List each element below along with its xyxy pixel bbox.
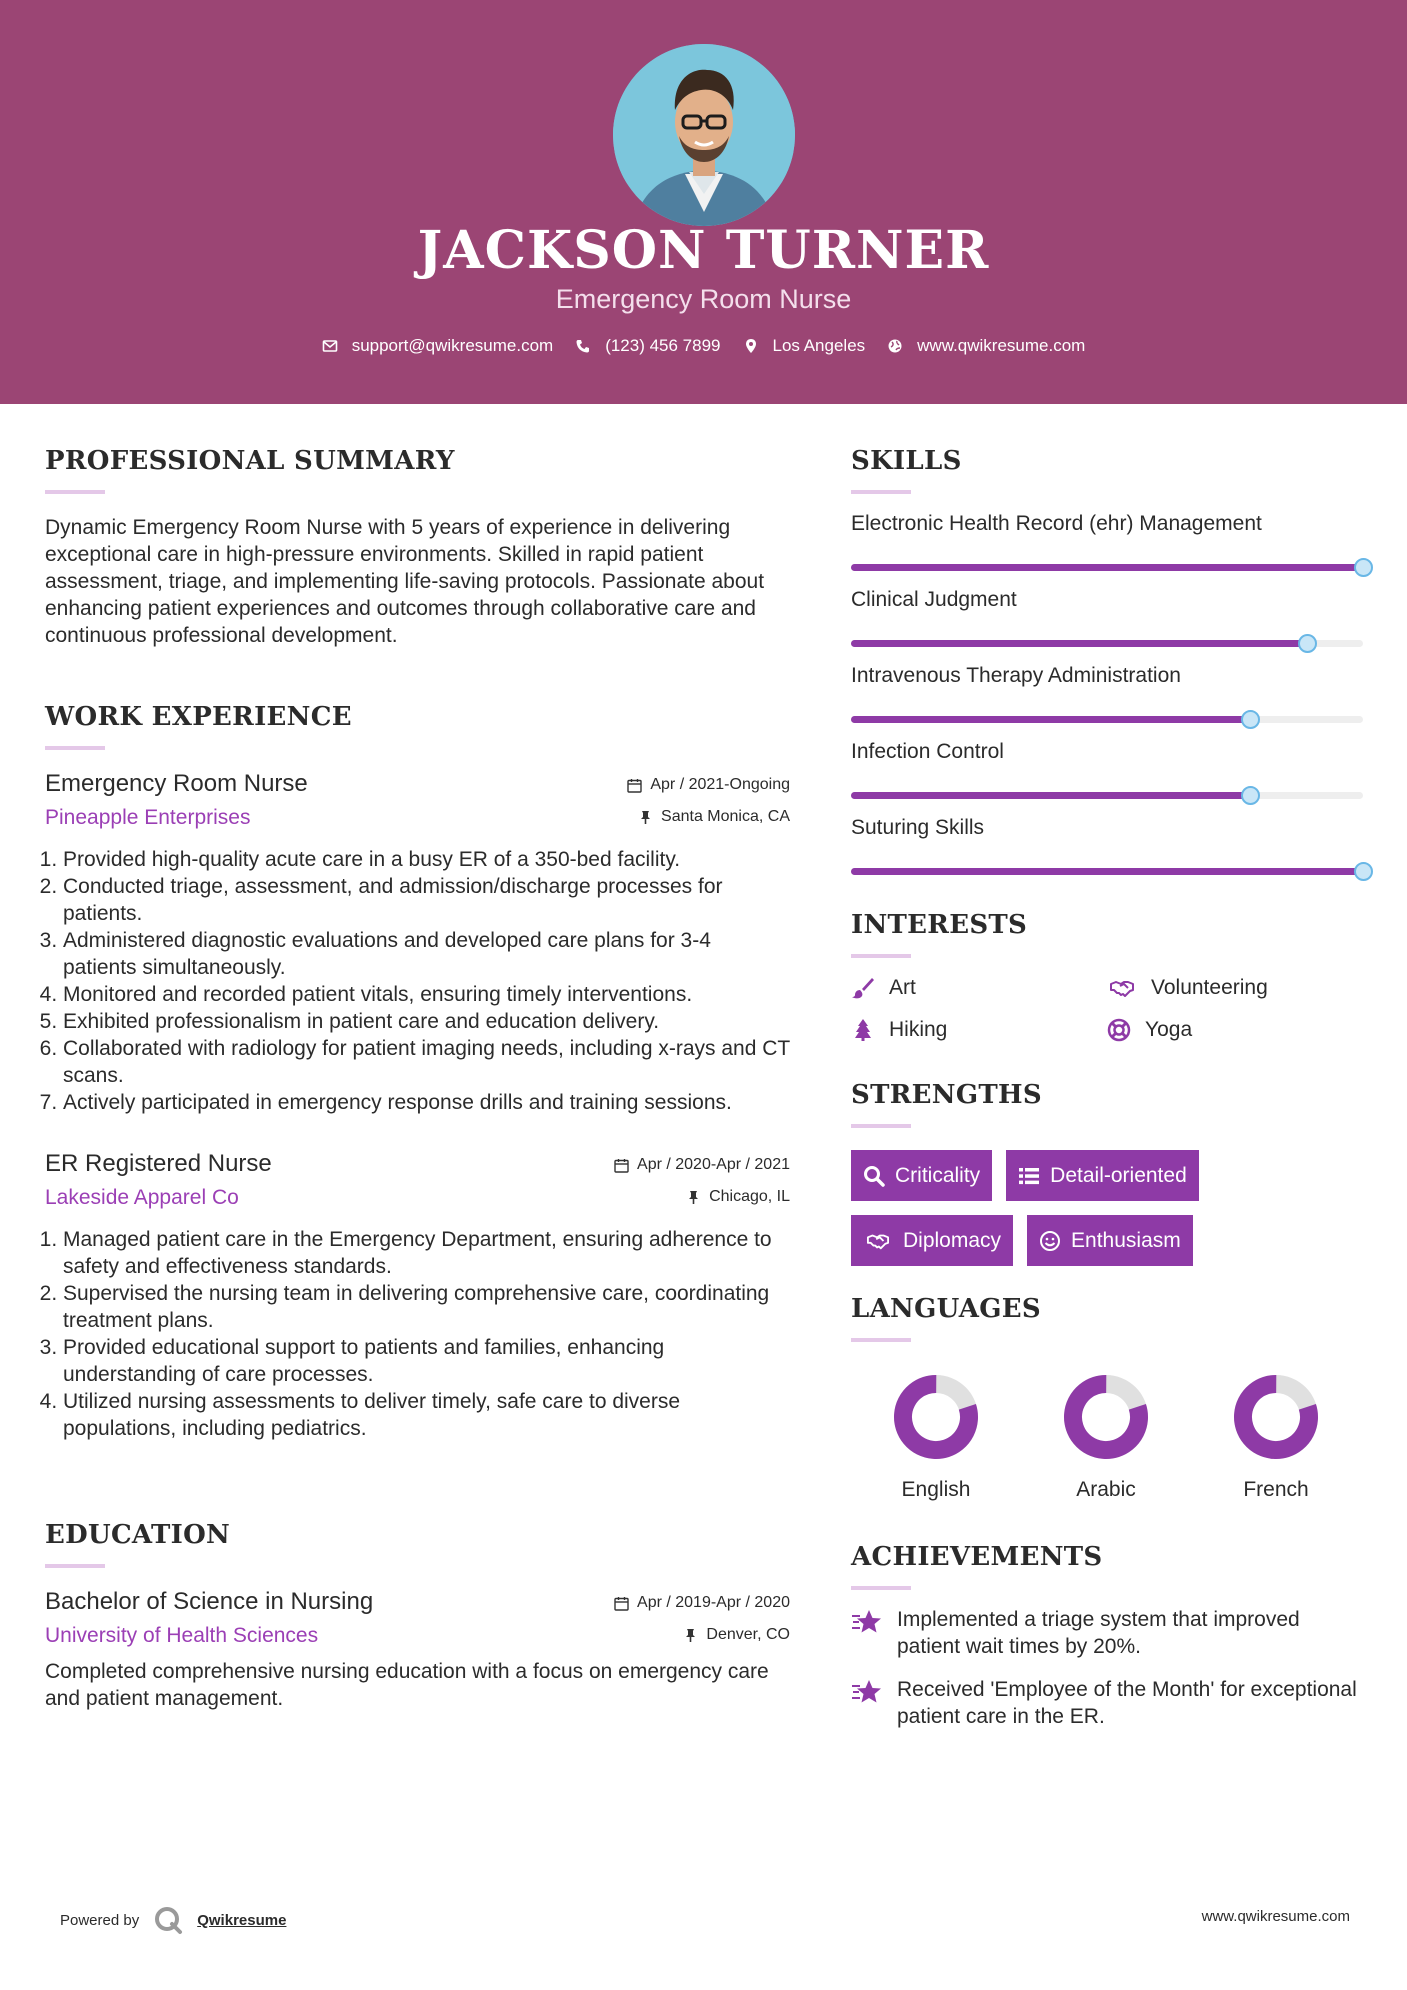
job-location	[686, 1188, 790, 1206]
language-name: Arabic	[1076, 1478, 1136, 1501]
work-heading: WORK EXPERIENCE	[45, 702, 352, 732]
pushpin-icon	[638, 810, 653, 825]
list-item: 3. Provided educational support to patients and families, enhancing understanding of care processes.	[63, 1334, 790, 1388]
interest-label: Yoga	[1145, 1018, 1193, 1041]
list-item: 1. Managed patient care in the Emergency Department, ensuring adherence to safety and effectiveness standards.	[63, 1226, 790, 1280]
skill-bar-knob	[1241, 786, 1260, 805]
school-name: University of Health Sciences	[45, 1624, 319, 1647]
strengths-section	[851, 1080, 1367, 1266]
skills-heading: SKILLS	[851, 446, 962, 476]
section-divider	[45, 490, 105, 494]
list-item: 6. Collaborated with radiology for patient imaging needs, including x-rays and CT scans.	[63, 1035, 790, 1089]
strength-label: Enthusiasm	[1071, 1228, 1181, 1252]
job-company: Pineapple Enterprises	[45, 806, 251, 829]
skill-bar	[851, 716, 1363, 723]
handshake-icon	[1107, 976, 1137, 1000]
envelope-icon	[322, 338, 338, 354]
job-title: ER Registered Nurse	[45, 1150, 272, 1177]
section-divider	[851, 1586, 911, 1590]
candidate-title: Emergency Room Nurse	[555, 284, 852, 314]
achievement-text: Implemented a triage system that improved patient wait times by 20%.	[897, 1608, 1300, 1658]
education-date-text: Apr / 2019-Apr / 2020	[637, 1594, 790, 1611]
skill-bar-knob	[1354, 558, 1373, 577]
skill-bar-fill	[851, 716, 1250, 723]
section-divider	[45, 1564, 105, 1568]
section-divider	[851, 1124, 911, 1128]
interest-label: Art	[889, 976, 916, 999]
list-item: 4. Monitored and recorded patient vitals, ensuring timely interventions.	[63, 981, 790, 1008]
paintbrush-icon	[851, 976, 875, 1000]
skill-item	[851, 664, 1367, 740]
interests-section	[851, 910, 1367, 1042]
education-location-text: Denver, CO	[706, 1626, 790, 1643]
strengths-heading: STRENGTHS	[851, 1080, 1042, 1110]
list-item: 4. Utilized nursing assessments to deliver timely, safe care to diverse populations, including pediatrics.	[63, 1388, 790, 1442]
job-entry	[45, 770, 790, 1116]
list-item: 2. Supervised the nursing team in delivering comprehensive care, coordinating treatment plans.	[63, 1280, 790, 1334]
job-date	[614, 1156, 790, 1174]
job-company: Lakeside Apparel Co	[45, 1186, 239, 1209]
section-divider	[851, 490, 911, 494]
section-divider	[851, 954, 911, 958]
job-location-text: Chicago, IL	[709, 1188, 790, 1205]
skill-bar-fill	[851, 792, 1250, 799]
skill-bar-knob	[1354, 862, 1373, 881]
portrait-image	[613, 44, 795, 226]
calendar-icon	[614, 1596, 629, 1611]
skill-bar-knob	[1298, 634, 1317, 653]
summary-text: Dynamic Emergency Room Nurse with 5 years of experience in delivering exceptional care in high-pressure environments. Skilled in rapid patient assessment, triage, and implementing life-saving protocols. Passionate about enhancing patient experiences and outcomes through collaborative care and continuous professional development.	[45, 516, 765, 647]
skill-name: Infection Control	[851, 740, 1004, 763]
contact-location	[743, 336, 866, 356]
job-location-text: Santa Monica, CA	[661, 808, 790, 825]
skill-bar-fill	[851, 564, 1363, 571]
strength-badge	[851, 1215, 1013, 1266]
duties-list	[45, 1226, 790, 1442]
skill-bar-fill	[851, 868, 1363, 875]
brand-link[interactable]: Qwikresume	[197, 1911, 287, 1929]
smile-icon	[1039, 1230, 1061, 1252]
skills-section	[851, 446, 1367, 892]
job-date-text: Apr / 2021-Ongoing	[650, 776, 790, 793]
interest-item	[1107, 976, 1363, 1000]
list-item: 1. Provided high-quality acute care in a busy ER of a 350-bed facility.	[63, 846, 790, 873]
summary-section	[45, 446, 785, 649]
job-date	[627, 776, 790, 794]
contact-phone-text: (123) 456 7899	[605, 336, 721, 355]
qwikresume-logo-icon	[153, 1905, 183, 1935]
language-donut	[893, 1374, 979, 1460]
job-entry	[45, 1150, 790, 1442]
language-item	[1191, 1374, 1361, 1502]
skill-name: Suturing Skills	[851, 816, 985, 839]
handshake-icon	[863, 1230, 893, 1252]
skill-bar-fill	[851, 640, 1307, 647]
job-location	[638, 808, 790, 826]
interest-item	[1107, 1018, 1363, 1042]
skill-bar-knob	[1241, 710, 1260, 729]
powered-by-label: Powered by	[60, 1911, 140, 1929]
language-name: English	[901, 1478, 971, 1501]
education-heading: EDUCATION	[45, 1520, 231, 1550]
search-icon	[863, 1165, 885, 1187]
strength-label: Diplomacy	[903, 1228, 1002, 1252]
interest-item	[851, 1018, 1107, 1042]
resume-header	[0, 0, 1407, 404]
skill-item	[851, 512, 1367, 588]
job-date-text: Apr / 2020-Apr / 2021	[637, 1156, 790, 1173]
skill-name: Intravenous Therapy Administration	[851, 664, 1181, 687]
skill-bar	[851, 640, 1363, 647]
list-item: 2. Conducted triage, assessment, and admission/discharge processes for patients.	[63, 873, 790, 927]
skill-name: Clinical Judgment	[851, 588, 1017, 611]
section-divider	[45, 746, 105, 750]
star-icon	[851, 1608, 883, 1636]
skill-item	[851, 816, 1367, 892]
globe-icon	[887, 338, 903, 354]
work-section	[45, 702, 790, 1442]
contact-location-text: Los Angeles	[772, 336, 866, 355]
language-item	[851, 1374, 1021, 1502]
interests-heading: INTERESTS	[851, 910, 1028, 940]
section-divider	[851, 1338, 911, 1342]
contact-website-text: www.qwikresume.com	[917, 336, 1086, 355]
skill-bar	[851, 868, 1363, 875]
lifebuoy-icon	[1107, 1018, 1131, 1042]
contact-website[interactable]	[887, 336, 1085, 356]
pushpin-icon	[683, 1628, 698, 1643]
achievement-item	[851, 1676, 1367, 1730]
skill-bar	[851, 792, 1363, 799]
job-title: Emergency Room Nurse	[45, 770, 308, 797]
contact-bar	[0, 336, 1407, 356]
contact-phone[interactable]	[575, 336, 720, 356]
language-item	[1021, 1374, 1191, 1502]
achievements-heading: ACHIEVEMENTS	[851, 1542, 1103, 1572]
strength-badge	[1006, 1150, 1199, 1201]
list-icon	[1018, 1165, 1040, 1187]
footer-url[interactable]: www.qwikresume.com	[1201, 1908, 1350, 1925]
footer	[60, 1895, 1350, 1935]
strength-label: Criticality	[895, 1163, 981, 1187]
achievement-item	[851, 1606, 1367, 1660]
list-item: 3. Administered diagnostic evaluations and developed care plans for 3-4 patients simultaneously.	[63, 927, 790, 981]
pushpin-icon	[686, 1190, 701, 1205]
powered-by	[60, 1905, 286, 1935]
skill-item	[851, 588, 1367, 664]
languages-section	[851, 1294, 1367, 1502]
list-item: 7. Actively participated in emergency response drills and training sessions.	[63, 1089, 790, 1116]
language-donut	[1233, 1374, 1319, 1460]
interest-item	[851, 976, 1107, 1000]
interest-label: Volunteering	[1151, 976, 1268, 999]
skill-item	[851, 740, 1367, 816]
achievement-text: Received 'Employee of the Month' for exceptional patient care in the ER.	[897, 1678, 1357, 1728]
achievements-section	[851, 1542, 1367, 1730]
education-date	[614, 1594, 790, 1612]
duties-list	[45, 846, 790, 1116]
degree-title: Bachelor of Science in Nursing	[45, 1588, 374, 1615]
contact-email-text: support@qwikresume.com	[351, 336, 554, 355]
skill-name: Electronic Health Record (ehr) Management	[851, 512, 1262, 535]
phone-icon	[575, 338, 591, 354]
education-location	[683, 1626, 790, 1644]
list-item: 5. Exhibited professionalism in patient care and education delivery.	[63, 1008, 790, 1035]
tree-icon	[851, 1018, 875, 1042]
map-pin-icon	[743, 338, 759, 354]
interest-label: Hiking	[889, 1018, 948, 1041]
avatar	[613, 44, 795, 226]
strength-label: Detail-oriented	[1050, 1163, 1187, 1187]
star-icon	[851, 1678, 883, 1706]
summary-heading: PROFESSIONAL SUMMARY	[45, 446, 455, 476]
education-description: Completed comprehensive nursing education with a focus on emergency care and patient management.	[45, 1660, 769, 1710]
contact-email[interactable]	[322, 336, 554, 356]
strength-badge	[1027, 1215, 1193, 1266]
language-donut	[1063, 1374, 1149, 1460]
languages-heading: LANGUAGES	[851, 1294, 1041, 1324]
calendar-icon	[614, 1158, 629, 1173]
calendar-icon	[627, 778, 642, 793]
strength-badge	[851, 1150, 992, 1201]
language-name: French	[1243, 1478, 1309, 1501]
education-section	[45, 1520, 790, 1712]
skill-bar	[851, 564, 1363, 571]
candidate-name: JACKSON TURNER	[417, 220, 990, 281]
